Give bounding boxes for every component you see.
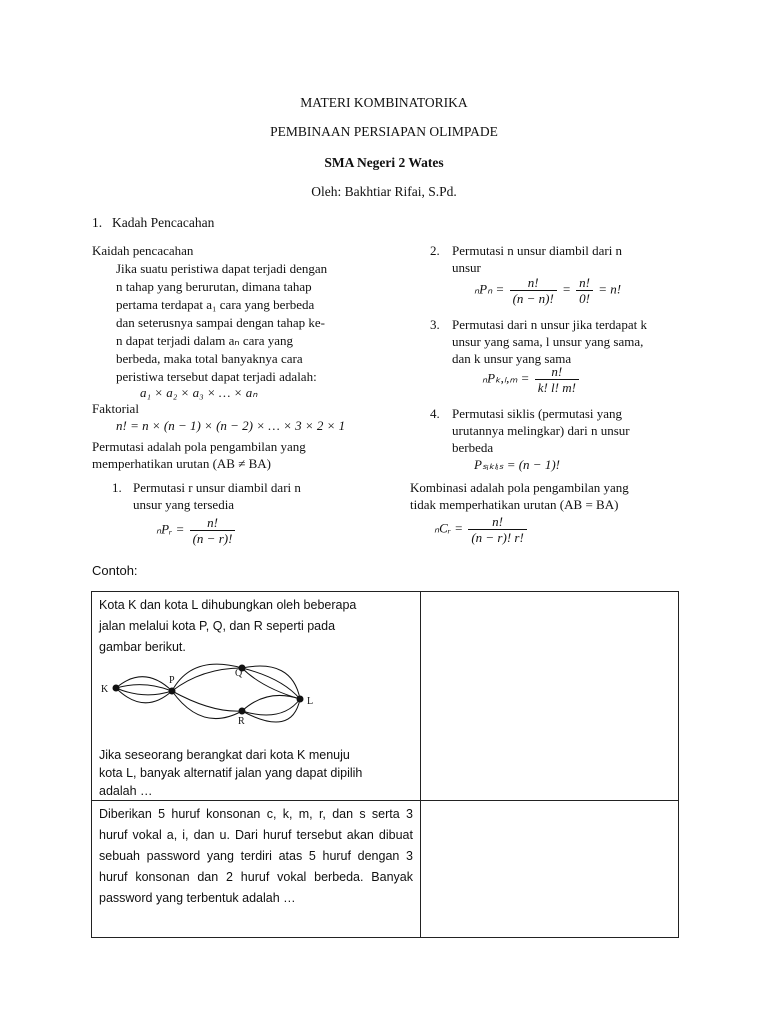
item2-f1-numerator: n!: [510, 275, 557, 291]
item2-f2-denominator: 0!: [579, 291, 590, 306]
page-title: MATERI KOMBINATORIKA: [300, 95, 468, 110]
node-k: [113, 685, 120, 692]
item3-denominator: k! l! m!: [537, 380, 576, 395]
permutasi-def-2: memperhatikan urutan (AB ≠ BA): [92, 456, 271, 471]
permutasi-def-1: Permutasi adalah pola pengambilan yang: [92, 439, 306, 454]
label-r: R: [238, 716, 245, 727]
node-r: [239, 708, 246, 715]
item4-line-1: Permutasi siklis (permutasi yang: [452, 406, 623, 421]
label-p: P: [169, 675, 175, 686]
node-p: [169, 688, 176, 695]
kombinasi-denominator: (n − r)! r!: [471, 530, 524, 545]
example-row-1: [92, 592, 679, 801]
item2-f1-denominator: (n − n)!: [512, 291, 554, 306]
kaidah-line-3: pertama terdapat a₁ cara yang berbeda: [116, 297, 315, 312]
item1-line-1: Permutasi r unsur diambil dari n: [133, 480, 301, 495]
kaidah-formula: a₁ × a₂ × a₃ × … × aₙ: [140, 385, 258, 400]
item3-formula: [482, 364, 581, 395]
item3-numerator: n!: [535, 364, 579, 380]
q1-after-line-2: kota L, banyak alternatif jalan yang dapat dipilih: [99, 766, 363, 780]
item4-line-2: urutannya melingkar) dari n unsur: [452, 423, 630, 438]
q1-after-line-3: adalah …: [99, 784, 153, 798]
kombinasi-def-2: tidak memperhatikan urutan (AB = BA): [410, 497, 619, 512]
kombinasi-lhs: ₙCᵣ =: [434, 520, 464, 536]
contoh-label: Contoh:: [92, 563, 138, 578]
kaidah-line-5: n dapat terjadi dalam aₙ cara yang: [116, 333, 293, 348]
item3-number: 3.: [430, 317, 440, 332]
item4-line-3: berbeda: [452, 440, 494, 455]
item2-lhs: ₙPₙ =: [474, 281, 505, 297]
item3-lhs: ₙPₖ,ₗ,ₘ =: [482, 370, 530, 386]
kombinasi-numerator: n!: [468, 514, 526, 530]
answer-2-cell[interactable]: [421, 801, 679, 938]
author-line: Oleh: Bakhtiar Rifai, S.Pd.: [311, 184, 457, 199]
item4-number: 4.: [430, 406, 440, 421]
item2-f2-numerator: n!: [576, 275, 593, 291]
q1-line-3: gambar berikut.: [99, 640, 186, 654]
kaidah-line-7: peristiwa tersebut dapat terjadi adalah:: [116, 369, 317, 384]
school-name: SMA Negeri 2 Wates: [324, 155, 444, 170]
kombinasi-formula: [434, 514, 529, 545]
section-number: 1.: [92, 215, 103, 230]
item2-rhs: = n!: [598, 281, 622, 297]
item2-formula: [474, 275, 621, 306]
node-l: [297, 696, 304, 703]
faktorial-formula: n! = n × (n − 1) × (n − 2) × … × 3 × 2 × 1: [116, 418, 346, 433]
kaidah-line-4: dan seterusnya sampai dengan tahap ke-: [116, 315, 326, 330]
q1-line-1: Kota K dan kota L dihubungkan oleh beberapa: [99, 598, 357, 612]
label-q: Q: [235, 668, 243, 679]
item2-line-2: unsur: [452, 260, 481, 275]
item1-number: 1.: [112, 480, 122, 495]
item1-line-2: unsur yang tersedia: [133, 497, 235, 512]
kaidah-line-1: Jika suatu peristiwa dapat terjadi dengan: [116, 261, 328, 276]
answer-1-cell[interactable]: [421, 592, 679, 801]
label-k: K: [101, 684, 109, 695]
q2-text: Diberikan 5 huruf konsonan c, k, m, r, dan s serta 3 huruf vokal a, i, dan u. Dari huruf tersebut akan dibuat sebuah password yang terdiri atas 5 huruf dengan 3 huruf konsonan dan 2 huruf vokal berbeda. Banyak password yang terbentuk adalah …: [99, 807, 413, 905]
kaidah-title: Kaidah pencacahan: [92, 243, 194, 258]
section-title: Kadah Pencacahan: [112, 215, 215, 230]
kaidah-line-6: berbeda, maka total banyaknya cara: [116, 351, 303, 366]
q1-line-2: jalan melalui kota P, Q, dan R seperti pada: [99, 619, 336, 633]
item3-line-3: dan k unsur yang sama: [452, 351, 572, 366]
kaidah-line-2: n tahap yang berurutan, dimana tahap: [116, 279, 312, 294]
example-row-2: [92, 801, 679, 938]
item4-formula: Pₛᵢₖₗᵢₛ = (n − 1)!: [474, 457, 560, 472]
item1-lhs: ₙPᵣ =: [156, 521, 185, 537]
question-2-cell: [92, 801, 421, 938]
faktorial-title: Faktorial: [92, 401, 139, 416]
q1-after-line-1: Jika seseorang berangkat dari kota K menuju: [99, 748, 350, 762]
city-road-graph: [92, 658, 420, 740]
item3-line-2: unsur yang sama, l unsur yang sama,: [452, 334, 644, 349]
item3-line-1: Permutasi dari n unsur jika terdapat k: [452, 317, 647, 332]
item2-equals: =: [562, 281, 571, 297]
item1-numerator: n!: [190, 515, 236, 531]
question-1-cell: [92, 592, 421, 801]
item1-denominator: (n − r)!: [192, 531, 233, 546]
page-subtitle: PEMBINAAN PERSIAPAN OLIMPADE: [270, 124, 498, 139]
item2-number: 2.: [430, 243, 440, 258]
example-table: [91, 591, 679, 938]
item2-line-1: Permutasi n unsur diambil dari n: [452, 243, 623, 258]
kombinasi-def-1: Kombinasi adalah pola pengambilan yang: [410, 480, 629, 495]
item1-formula: [156, 515, 237, 546]
label-l: L: [307, 696, 314, 707]
